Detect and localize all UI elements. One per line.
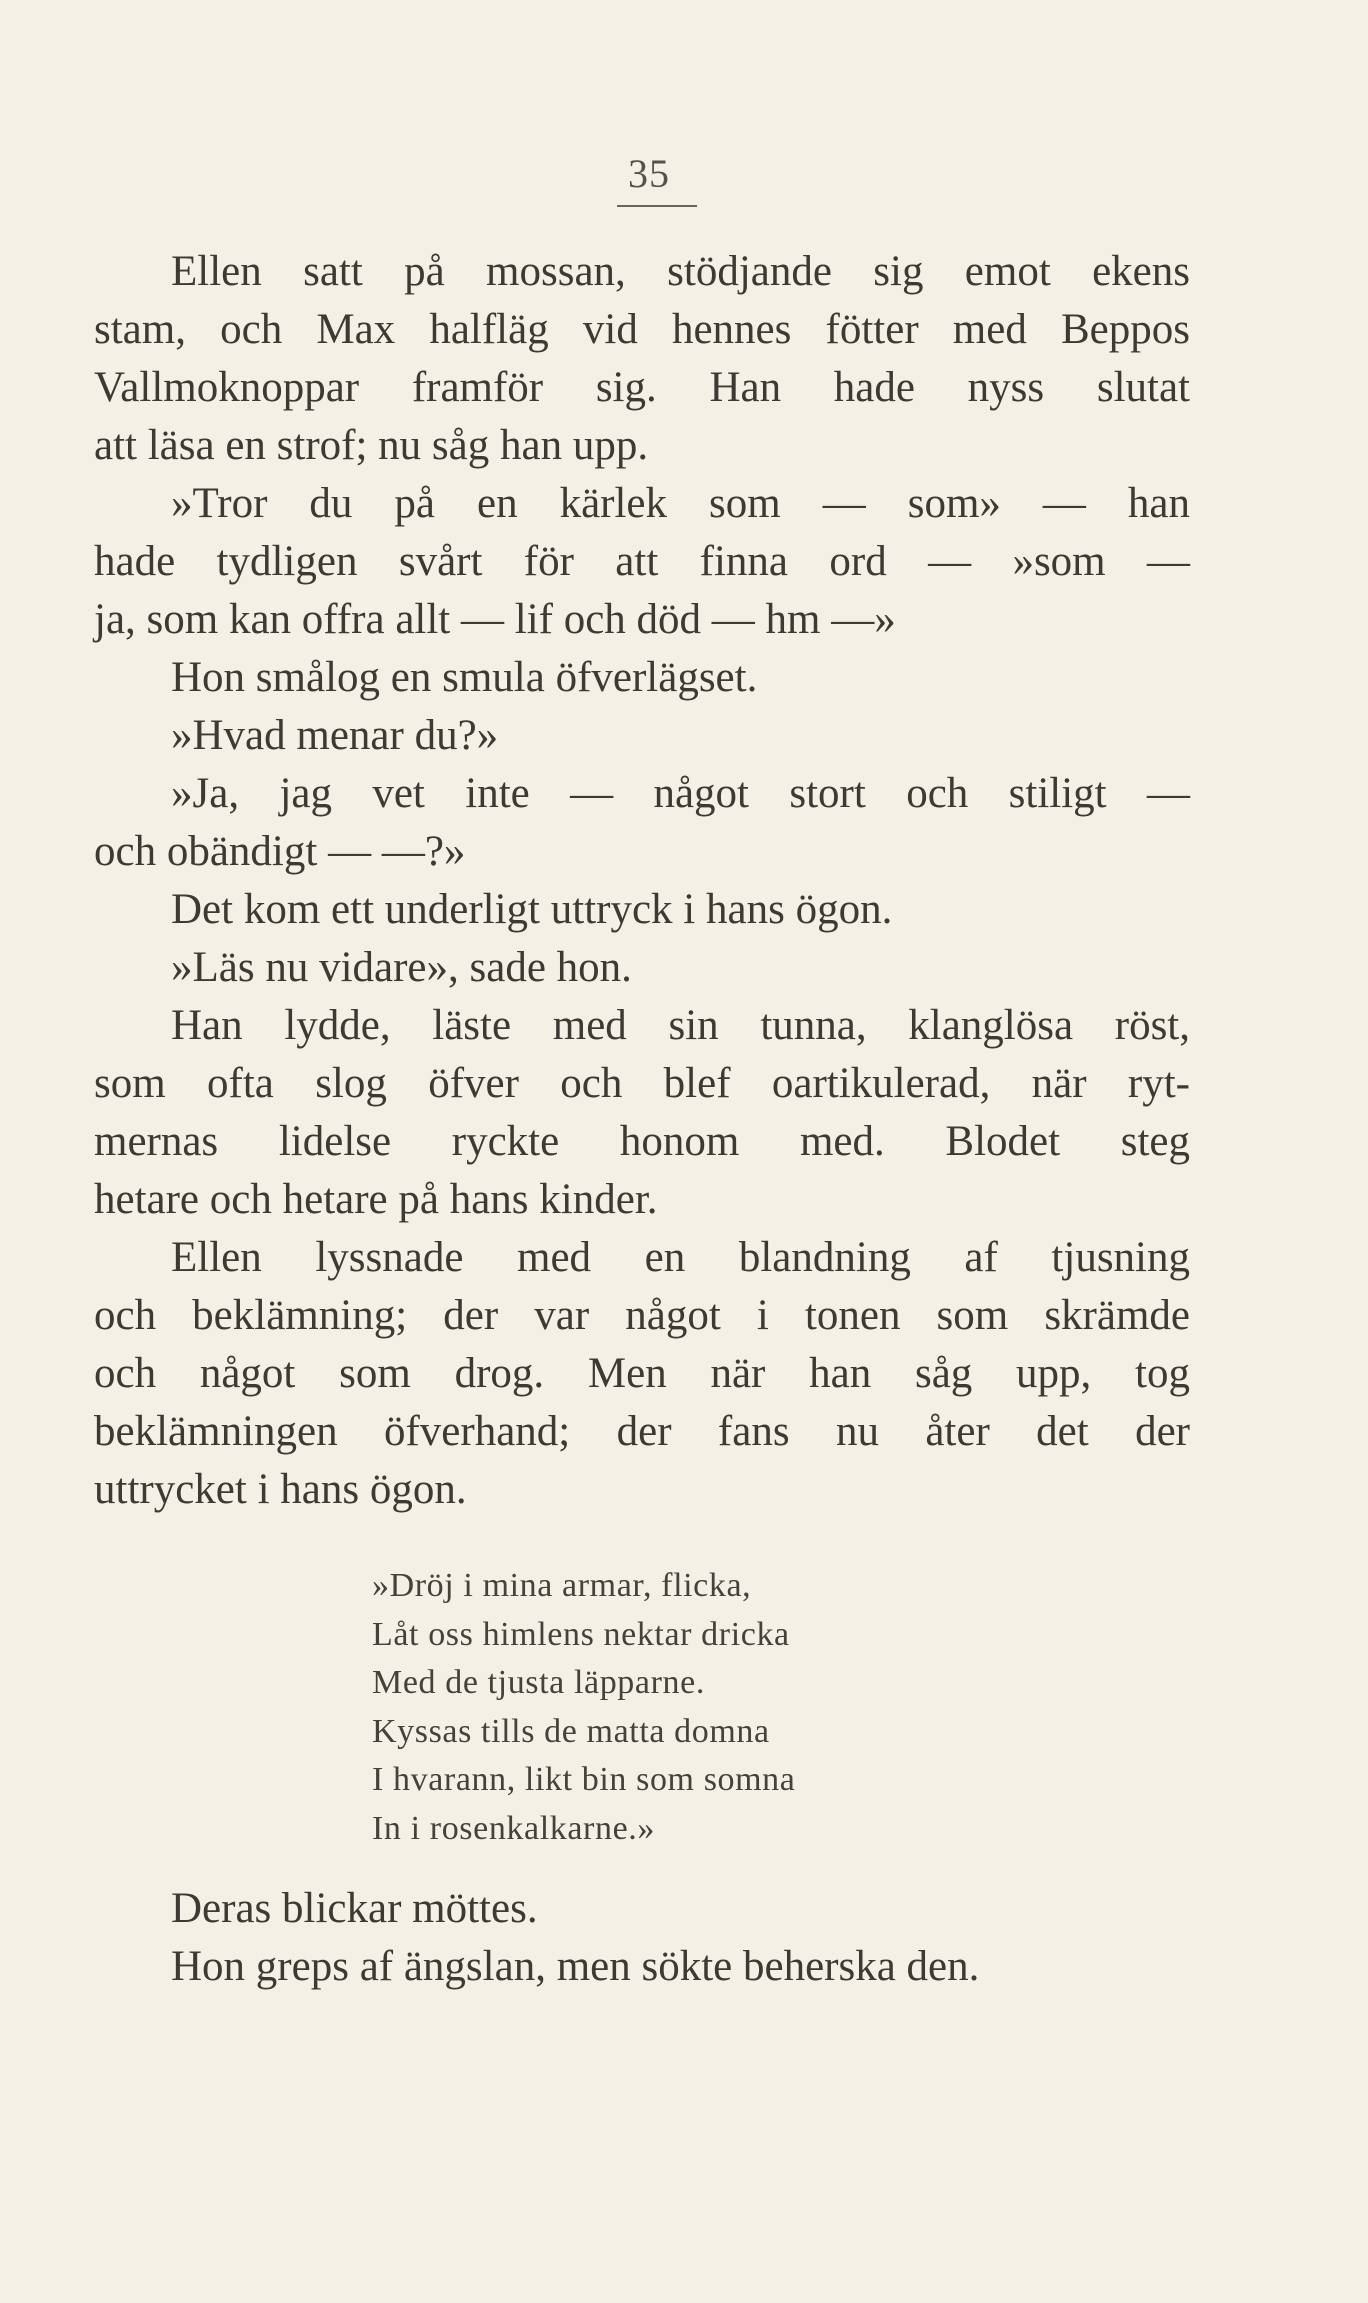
prose-line: och beklämning; der var något i tonen som skrämde — [94, 1292, 1190, 1339]
prose-line: och något som drog. Men när han såg upp, tog — [94, 1350, 1190, 1397]
prose-line: och obändigt — —?» — [94, 828, 466, 875]
verse-line: I hvarann, likt bin som somna — [372, 1761, 796, 1798]
prose-line: Det kom ett underligt uttryck i hans ögon. — [171, 886, 893, 933]
prose-line: stam, och Max halfläg vid hennes fötter med Beppos — [94, 306, 1190, 353]
prose-line: Vallmoknoppar framför sig. Han hade nyss slutat — [94, 364, 1190, 411]
prose-line: Hon smålog en smula öfverlägset. — [171, 654, 758, 701]
closing-block — [94, 1880, 1190, 1996]
prose-line: hetare och hetare på hans kinder. — [94, 1176, 658, 1223]
verse-line: Med de tjusta läpparne. — [372, 1664, 705, 1701]
verse-block — [372, 1562, 992, 1853]
verse-line: In i rosenkalkarne.» — [372, 1809, 655, 1847]
prose-line: »Läs nu vidare», sade hon. — [171, 944, 632, 991]
prose-line: mernas lidelse ryckte honom med. Blodet steg — [94, 1118, 1190, 1165]
prose-block — [94, 243, 1190, 1519]
page-number: 35 — [628, 151, 670, 196]
prose-line: »Hvad menar du?» — [171, 712, 499, 759]
prose-line: att läsa en strof; nu såg han upp. — [94, 422, 649, 469]
prose-line: Ellen lyssnade med en blandning af tjusning — [171, 1234, 1190, 1281]
prose-line: »Tror du på en kärlek som — som» — han — [171, 480, 1190, 527]
verse-line: Låt oss himlens nektar dricka — [372, 1615, 790, 1653]
prose-line: hade tydligen svårt för att finna ord — »som — — [94, 538, 1190, 585]
prose-line: »Ja, jag vet inte — något stort och stiligt — — [171, 770, 1190, 817]
prose-line: Deras blickar möttes. — [171, 1885, 538, 1932]
prose-line: Han lydde, läste med sin tunna, klanglösa röst, — [171, 1002, 1190, 1049]
verse-line: »Dröj i mina armar, flicka, — [372, 1567, 752, 1604]
verse-line: Kyssas tills de matta domna — [372, 1712, 770, 1750]
prose-line: uttrycket i hans ögon. — [94, 1466, 467, 1513]
prose-line: ja, som kan offra allt — lif och död — hm —» — [94, 596, 896, 643]
prose-line: som ofta slog öfver och blef oartikulerad, när ryt- — [94, 1060, 1190, 1107]
prose-line: Ellen satt på mossan, stödjande sig emot ekens — [171, 248, 1190, 295]
prose-line: Hon greps af ängslan, men sökte beherska den. — [171, 1943, 980, 1990]
page-number-rule — [617, 205, 697, 207]
prose-line: beklämningen öfverhand; der fans nu åter det der — [94, 1408, 1190, 1455]
